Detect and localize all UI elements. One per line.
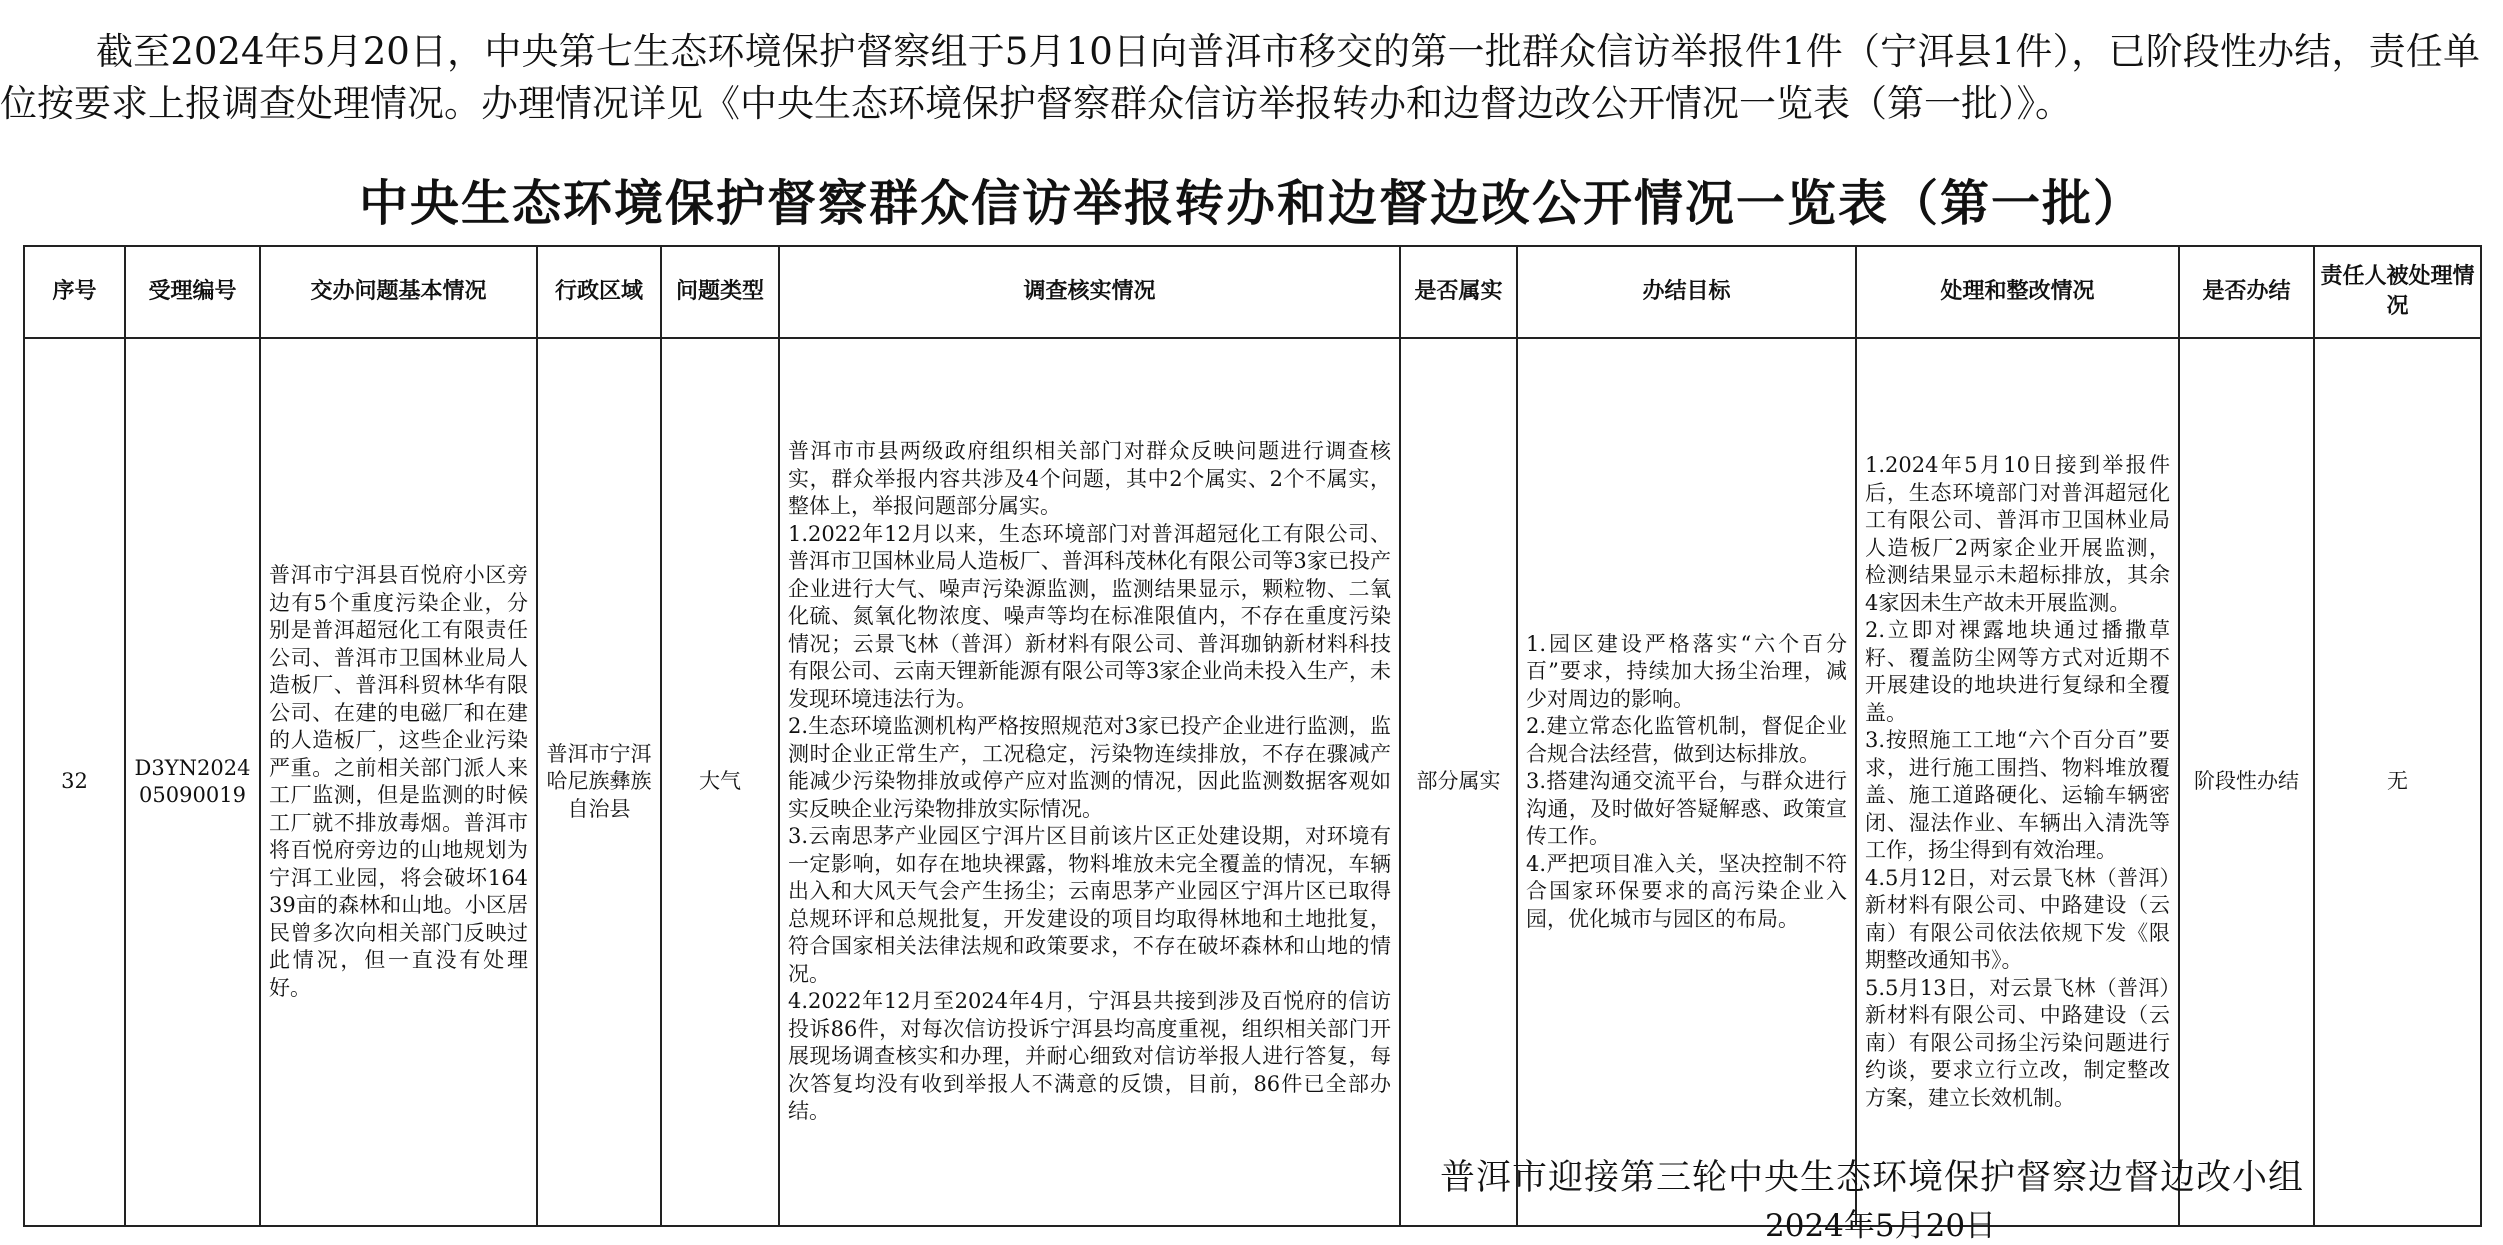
header-type: 问题类型 (661, 246, 779, 338)
cell-handling (1856, 338, 2179, 1226)
header-handling: 处理和整改情况 (1856, 246, 2179, 338)
cell-investigation (779, 338, 1400, 1226)
investigation-para: 普洱市市县两级政府组织相关部门对群众反映问题进行调查核实，群众举报内容共涉及4个问题，其中2个属实、2个不属实，整体上，举报问题部分属实。 (788, 439, 1391, 519)
cell-completed: 阶段性办结 (2179, 338, 2314, 1226)
cell-region (537, 338, 661, 1226)
code-text: D3YN202405090019 (134, 755, 251, 807)
investigation-para: 3.云南思茅产业园区宁洱片区目前该片区正处建设期，对环境有一定影响，如存在地块裸露，物料堆放未完全覆盖的情况，车辆出入和大风天气会产生扬尘；云南思茅产业园区宁洱片区已取得总规环评和总规批复，开发建设的项目均取得林地和土地批复，符合国家相关法律法规和政策要求，不存在破坏森林和山地的情况。 (788, 824, 1391, 986)
handling-item: 4.5月12日，对云景飞林（普洱）新材料有限公司、中路建设（云南）有限公司依法依规下发《限期整改通知书》。 (1865, 865, 2170, 972)
header-accountability: 责任人被处理情况 (2314, 246, 2481, 338)
header-region: 行政区域 (537, 246, 661, 338)
handling-item: 3.按照施工工地“六个百分百”要求，进行施工围挡、物料堆放覆盖、施工道路硬化、运输车辆密闭、湿法作业、车辆出入清洗等工作，扬尘得到有效治理。 (1865, 728, 2170, 862)
handling-text (1857, 446, 2178, 1118)
table-header-row (24, 246, 2481, 338)
header-verified: 是否属实 (1400, 246, 1517, 338)
investigation-para: 2.生态环境监测机构严格按照规范对3家已投产企业进行监测，监测时企业正常生产，工况稳定，污染物连续排放，不存在骤减产能减少污染物排放或停产应对监测的情况，因此监测数据客观如实反映企业污染物排放实际情况。 (788, 714, 1391, 821)
investigation-text (780, 432, 1399, 1132)
header-investigation: 调查核实情况 (779, 246, 1400, 338)
cell-type: 大气 (661, 338, 779, 1226)
cell-seq: 32 (24, 338, 125, 1226)
cell-code (125, 338, 260, 1226)
investigation-para: 1.2022年12月以来，生态环境部门对普洱超冠化工有限公司、普洱市卫国林业局人造板厂、普洱科茂林化有限公司等3家已投产企业进行大气、噪声污染源监测，监测结果显示，颗粒物、二氧化硫、氮氧化物浓度、噪声等均在标准限值内，不存在重度污染情况；云景飞林（普洱）新材料有限公司、普洱珈钠新材料科技有限公司、云南天锂新能源有限公司等3家企业尚未投入生产，未发现环境违法行为。 (788, 521, 1391, 711)
header-completed: 是否办结 (2179, 246, 2314, 338)
goal-item: 3.搭建沟通交流平台，与群众进行沟通，及时做好答疑解惑、政策宣传工作。 (1526, 769, 1847, 849)
cell-goal (1517, 338, 1856, 1226)
goal-item: 4.严把项目准入关，坚决控制不符合国家环保要求的高污染企业入园，优化城市与园区的布局。 (1526, 851, 1847, 931)
cell-accountability: 无 (2314, 338, 2481, 1226)
petition-table (23, 245, 2482, 1227)
table-title: 中央生态环境保护督察群众信访举报转办和边督边改公开情况一览表（第一批） (358, 175, 2144, 232)
handling-item: 1.2024年5月10日接到举报件后，生态环境部门对普洱超冠化工有限公司、普洱市卫国林业局人造板厂2两家企业开展监测，检测结果显示未超标排放，其余4家因未生产故未开展监测。 (1865, 453, 2170, 615)
investigation-para: 4.2022年12月至2024年4月，宁洱县共接到涉及百悦府的信访投诉86件，对每次信访投诉宁洱县均高度重视，组织相关部门开展现场调查核实和办理，并耐心细致对信访举报人进行答复，每次答复均没有收到举报人不满意的反馈，目前，86件已全部办结。 (788, 989, 1391, 1124)
header-code: 受理编号 (125, 246, 260, 338)
region-text: 普洱市宁洱哈尼族彝族自治县 (546, 741, 652, 821)
header-issue: 交办问题基本情况 (260, 246, 537, 338)
cell-issue (260, 338, 537, 1226)
handling-item: 2.立即对裸露地块通过播撒草籽、覆盖防尘网等方式对近期不开展建设的地块进行复绿和全覆盖。 (1865, 618, 2170, 725)
intro-paragraph: 截至2024年5月20日，中央第七生态环境保护督察组于5月10日向普洱市移交的第一批群众信访举报件1件（宁洱县1件），已阶段性办结，责任单位按要求上报调查处理情况。办理情况详见《中央生态环境保护督察群众信访举报转办和边督边改公开情况一览表（第一批）》。 (0, 30, 2480, 125)
issue-date: 2024年5月20日 (1765, 1208, 1997, 1244)
header-goal: 办结目标 (1517, 246, 1856, 338)
issue-text: 普洱市宁洱县百悦府小区旁边有5个重度污染企业，分别是普洱超冠化工有限责任公司、普洱市卫国林业局人造板厂、普洱科贸林华有限公司、在建的电磁厂和在建的人造板厂，这些企业污染严重。之前相关部门派人来工厂监测，但是监测的时候工厂就不排放毒烟。普洱市将百悦府旁边的山地规划为宁洱工业园，将会破坏16439亩的森林和山地。小区居民曾多次向相关部门反映过此情况，但一直没有处理好。 (269, 563, 528, 1000)
header-seq: 序号 (24, 246, 125, 338)
issuer-signature: 普洱市迎接第三轮中央生态环境保护督察边督边改小组 (1440, 1158, 2305, 1198)
table-row (24, 338, 2481, 1226)
handling-item: 5.5月13日，对云景飞林（普洱）新材料有限公司、中路建设（云南）有限公司扬尘污染问题进行约谈，要求立行立改，制定整改方案，建立长效机制。 (1865, 975, 2170, 1110)
cell-verified: 部分属实 (1400, 338, 1517, 1226)
goal-text (1518, 625, 1855, 940)
goal-item: 1.园区建设严格落实“六个百分百”要求，持续加大扬尘治理，减少对周边的影响。 (1526, 631, 1847, 711)
goal-item: 2.建立常态化监管机制，督促企业合规合法经营，做到达标排放。 (1526, 714, 1847, 766)
